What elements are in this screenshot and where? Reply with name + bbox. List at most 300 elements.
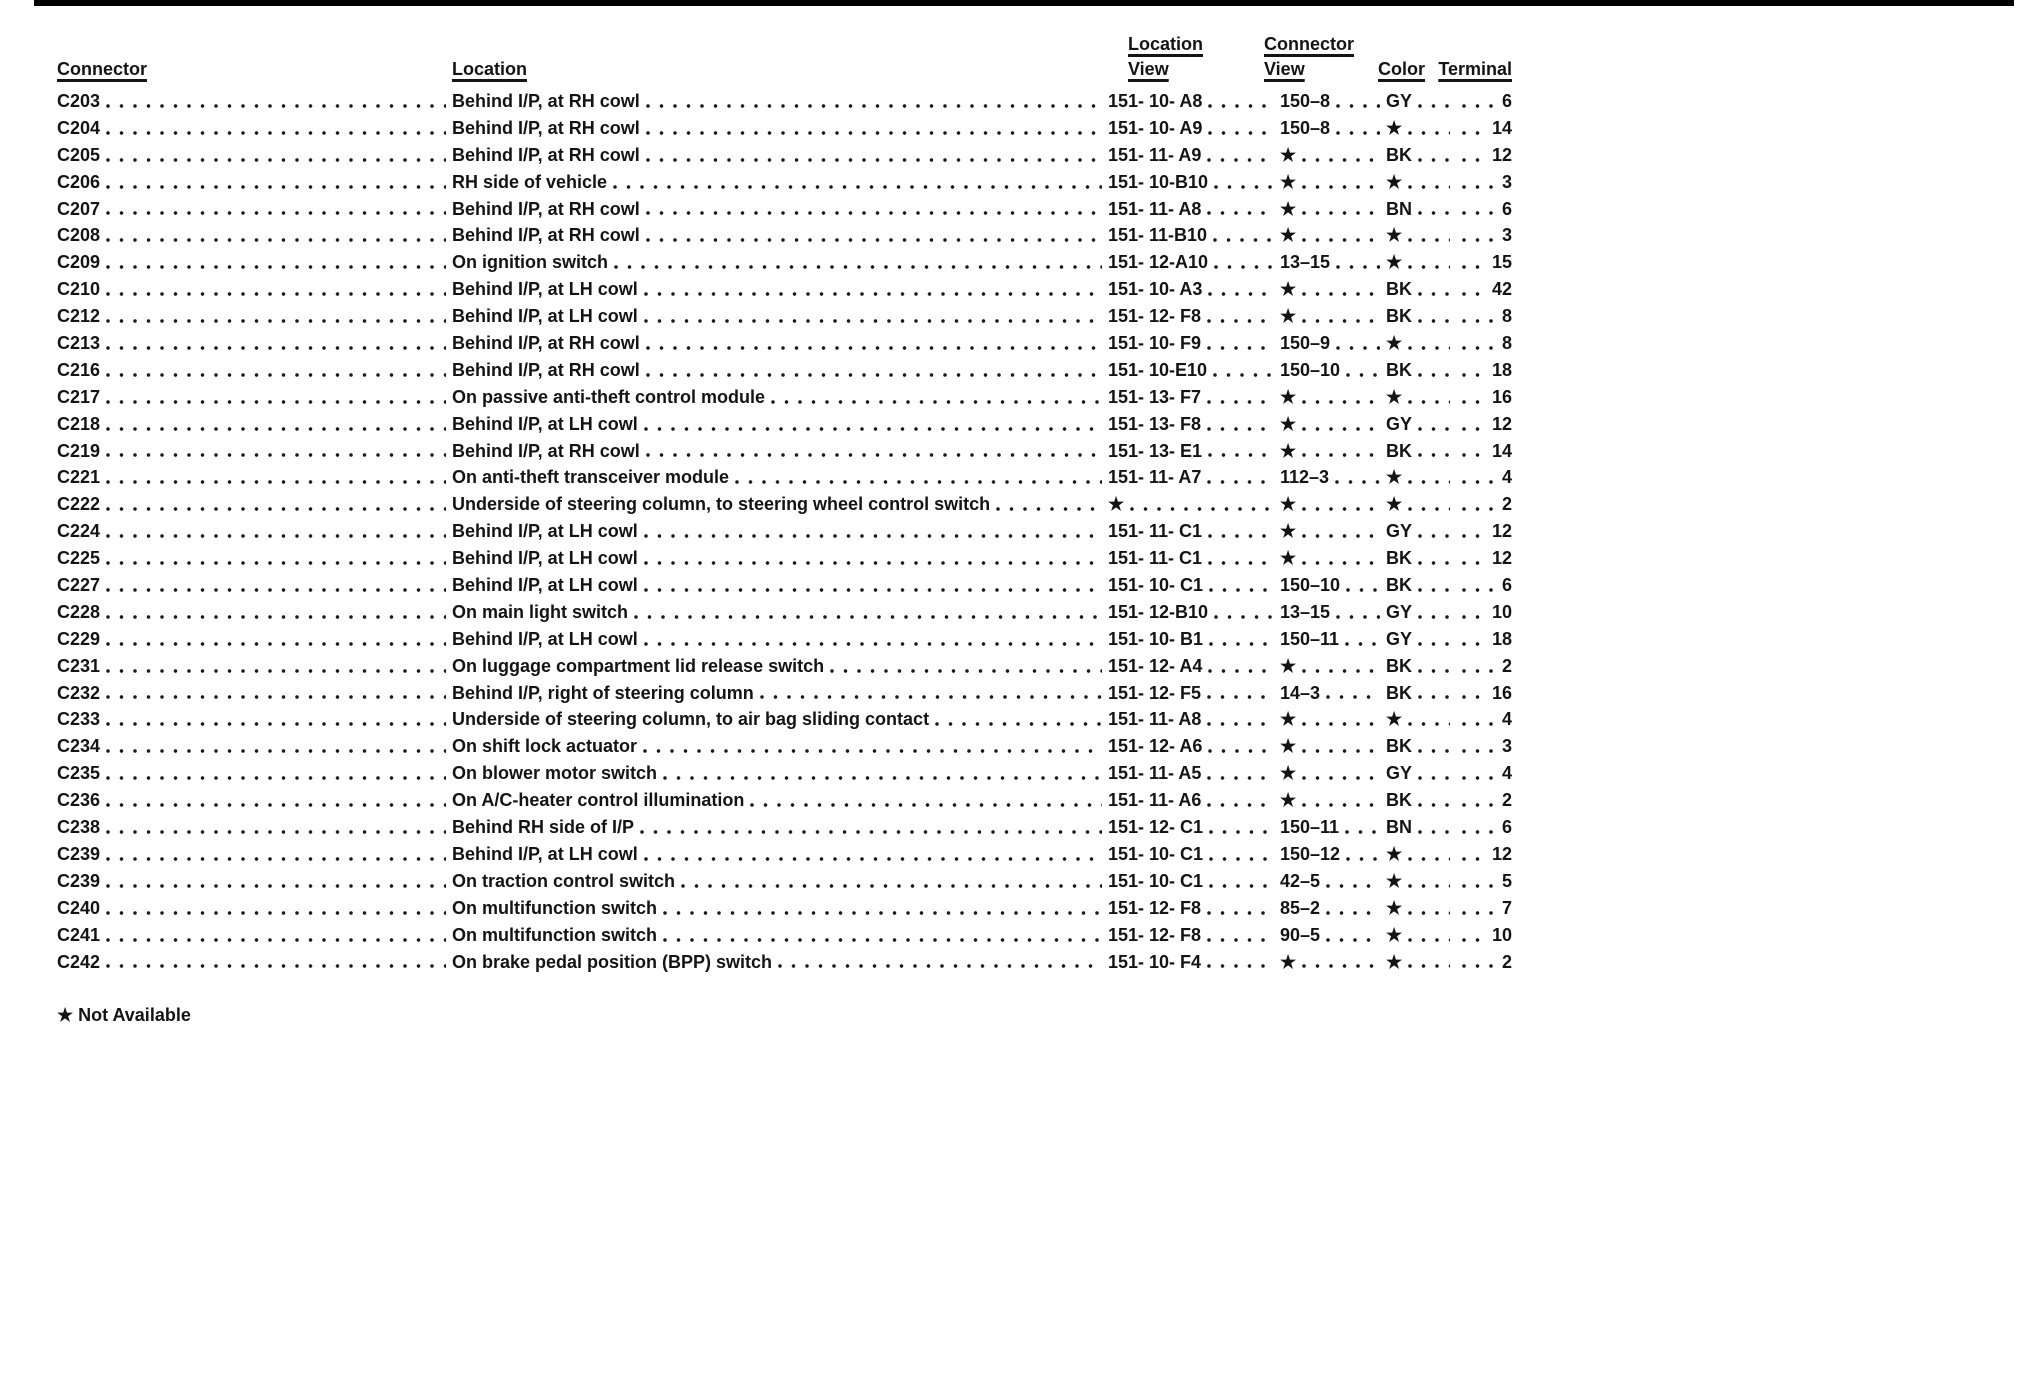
dot-leader: [1213, 373, 1274, 377]
connector-id: C212: [57, 306, 101, 327]
connector-id: C232: [57, 682, 101, 703]
connector-view-text: 85–2: [1280, 897, 1321, 918]
dot-leader: [1408, 400, 1450, 404]
color-cell: [1386, 706, 1456, 733]
dot-leader: [1302, 400, 1380, 404]
location-view-cell: [1108, 680, 1280, 707]
location-cell: [452, 626, 1108, 653]
table-row: [57, 303, 1512, 330]
dot-leader: [640, 830, 1102, 834]
connector-view-cell: [1280, 733, 1386, 760]
color-code: BK: [1386, 575, 1412, 596]
terminal-cell: [1456, 518, 1512, 545]
dot-leader: [1418, 803, 1450, 807]
location-view-text: 151- 12- A4: [1108, 655, 1203, 676]
connector-view-text: 150–8: [1280, 91, 1331, 111]
dot-leader: [1207, 319, 1274, 323]
table-row: [57, 196, 1512, 223]
dot-leader: [1418, 292, 1450, 296]
location-view-text: 151- 10-E10: [1108, 359, 1208, 380]
dot-leader: [1302, 561, 1380, 565]
connector-view-text: ★: [1280, 736, 1297, 757]
terminal-number: 18: [1491, 628, 1512, 649]
dot-leader: [1326, 938, 1380, 942]
dot-leader: [1335, 480, 1380, 484]
dot-leader: [644, 561, 1102, 565]
dot-leader: [1326, 911, 1380, 915]
dot-leader: [1408, 265, 1450, 269]
location-cell: [452, 572, 1108, 599]
dot-leader: [106, 346, 446, 350]
connector-id: C231: [57, 655, 101, 676]
dot-leader: [1302, 803, 1380, 807]
location-text: Behind I/P, at LH cowl: [452, 521, 638, 542]
dot-leader: [663, 776, 1102, 780]
location-view-cell: [1108, 626, 1280, 653]
color-code: ★: [1386, 843, 1403, 864]
dot-leader: [1462, 373, 1486, 377]
color-code: BK: [1386, 682, 1412, 703]
terminal-number: 4: [1501, 709, 1512, 730]
dot-leader: [1418, 695, 1450, 699]
location-cell: [452, 787, 1108, 814]
color-cell: [1386, 760, 1456, 787]
color-cell: [1386, 88, 1456, 115]
connector-cell: [57, 680, 452, 707]
dot-leader: [1207, 911, 1274, 915]
dot-leader: [1462, 265, 1486, 269]
connector-cell: [57, 142, 452, 169]
connector-view-cell: [1280, 115, 1386, 142]
dot-leader: [1302, 964, 1380, 968]
dot-leader: [1208, 561, 1274, 565]
connector-id: C206: [57, 171, 101, 192]
color-cell: [1386, 330, 1456, 357]
color-cell: [1386, 653, 1456, 680]
header-cell-color: [1378, 56, 1448, 82]
dot-leader: [1207, 211, 1274, 215]
connector-view-cell: [1280, 626, 1386, 653]
connector-view-text: 150–11: [1280, 628, 1340, 649]
connector-view-text: 150–9: [1280, 333, 1331, 354]
dot-leader: [106, 857, 446, 861]
terminal-cell: [1456, 760, 1512, 787]
dot-leader: [1207, 158, 1274, 162]
location-view-cell: [1108, 438, 1280, 465]
location-view-cell: [1108, 895, 1280, 922]
location-view-text: 151- 13- F8: [1108, 413, 1202, 434]
location-text: On main light switch: [452, 601, 629, 622]
terminal-cell: [1456, 733, 1512, 760]
connector-view-text: ★: [1280, 548, 1297, 569]
color-code: ★: [1386, 494, 1403, 515]
terminal-number: 16: [1491, 682, 1512, 703]
dot-leader: [1418, 776, 1450, 780]
connector-view-cell: [1280, 142, 1386, 169]
location-view-cell: [1108, 653, 1280, 680]
dot-leader: [1209, 642, 1274, 646]
location-cell: [452, 384, 1108, 411]
connector-cell: [57, 276, 452, 303]
color-cell: [1386, 518, 1456, 545]
dot-leader: [1207, 803, 1274, 807]
location-text: Behind I/P, at LH cowl: [452, 548, 638, 569]
terminal-number: 8: [1501, 306, 1512, 327]
location-cell: [452, 706, 1108, 733]
dot-leader: [613, 185, 1102, 189]
color-code: BK: [1386, 655, 1412, 676]
connector-view-cell: [1280, 787, 1386, 814]
location-text: On shift lock actuator: [452, 736, 638, 757]
location-cell: [452, 868, 1108, 895]
location-view-text: 151- 11- A5: [1108, 763, 1202, 784]
dot-leader: [106, 588, 446, 592]
color-code: ★: [1386, 252, 1403, 273]
connector-cell: [57, 330, 452, 357]
dot-leader: [1345, 830, 1380, 834]
header-connector-view-line1: Connector: [1264, 34, 1354, 54]
location-view-cell: [1108, 841, 1280, 868]
location-cell: [452, 196, 1108, 223]
connector-id: C217: [57, 386, 101, 407]
dot-leader: [1462, 615, 1486, 619]
terminal-cell: [1456, 706, 1512, 733]
dot-leader: [1326, 884, 1380, 888]
connector-id: C228: [57, 601, 101, 622]
connector-cell: [57, 115, 452, 142]
header-cell-location-view: [1108, 32, 1280, 82]
color-code: BK: [1386, 359, 1412, 380]
color-cell: [1386, 303, 1456, 330]
dot-leader: [106, 104, 446, 108]
location-view-text: 151- 12- F8: [1108, 924, 1202, 945]
location-view-cell: [1108, 599, 1280, 626]
terminal-number: 7: [1501, 897, 1512, 918]
location-view-text: 151- 10- F4: [1108, 951, 1202, 972]
color-code: ★: [1386, 333, 1403, 354]
dot-leader: [1418, 534, 1450, 538]
dot-leader: [1213, 238, 1274, 242]
color-cell: [1386, 222, 1456, 249]
connector-cell: [57, 411, 452, 438]
dot-leader: [1302, 749, 1380, 753]
header-location: Location: [452, 59, 527, 79]
connector-cell: [57, 706, 452, 733]
connector-id: C239: [57, 870, 101, 891]
terminal-cell: [1456, 88, 1512, 115]
location-text: On A/C-heater control illumination: [452, 790, 745, 811]
location-view-cell: [1108, 733, 1280, 760]
color-code: BK: [1386, 306, 1412, 327]
dot-leader: [1208, 453, 1274, 457]
table-row: [57, 760, 1512, 787]
location-view-cell: [1108, 572, 1280, 599]
location-cell: [452, 276, 1108, 303]
dot-leader: [1462, 427, 1486, 431]
dot-leader: [1208, 749, 1274, 753]
connector-cell: [57, 438, 452, 465]
location-cell: [452, 518, 1108, 545]
location-view-text: 151- 10- C1: [1108, 843, 1204, 864]
table-row: [57, 841, 1512, 868]
dot-leader: [1418, 427, 1450, 431]
connector-view-cell: [1280, 438, 1386, 465]
location-text: Behind I/P, at LH cowl: [452, 413, 638, 434]
table-row: [57, 895, 1512, 922]
location-view-cell: [1108, 357, 1280, 384]
terminal-number: 2: [1501, 494, 1512, 515]
terminal-number: 4: [1501, 467, 1512, 488]
dot-leader: [106, 238, 446, 242]
dot-leader: [1302, 453, 1380, 457]
terminal-cell: [1456, 411, 1512, 438]
location-cell: [452, 760, 1108, 787]
dot-leader: [1408, 185, 1450, 189]
color-code: ★: [1386, 386, 1403, 407]
dot-leader: [1207, 938, 1274, 942]
connector-view-text: ★: [1280, 279, 1297, 300]
dot-leader: [106, 830, 446, 834]
dot-leader: [1418, 588, 1450, 592]
location-cell: [452, 949, 1108, 976]
connector-view-text: ★: [1280, 763, 1297, 784]
connector-cell: [57, 88, 452, 115]
dot-leader: [1214, 265, 1274, 269]
connector-id: C216: [57, 359, 101, 380]
location-text: On multifunction switch: [452, 897, 657, 918]
location-text: Behind I/P, at RH cowl: [452, 198, 640, 219]
connector-id: C242: [57, 951, 101, 972]
connector-view-text: ★: [1280, 709, 1297, 730]
location-view-cell: [1108, 88, 1280, 115]
terminal-cell: [1456, 330, 1512, 357]
dot-leader: [1302, 292, 1380, 296]
location-view-text: 151- 10- C1: [1108, 575, 1204, 596]
terminal-number: 12: [1491, 413, 1512, 434]
table-row: [57, 384, 1512, 411]
dot-leader: [643, 749, 1102, 753]
location-cell: [452, 814, 1108, 841]
dot-leader: [1207, 722, 1274, 726]
terminal-number: 12: [1491, 144, 1512, 165]
connector-cell: [57, 384, 452, 411]
color-cell: [1386, 169, 1456, 196]
table-row: [57, 626, 1512, 653]
dot-leader: [106, 265, 446, 269]
terminal-cell: [1456, 626, 1512, 653]
connector-view-cell: [1280, 706, 1386, 733]
location-view-cell: [1108, 222, 1280, 249]
location-text: On luggage compartment lid release switch: [452, 655, 825, 676]
dot-leader: [1408, 857, 1450, 861]
dot-leader: [646, 238, 1102, 242]
location-view-cell: [1108, 491, 1280, 518]
connector-id: C221: [57, 467, 101, 488]
dot-leader: [1462, 669, 1496, 673]
dot-leader: [106, 938, 446, 942]
terminal-number: 12: [1491, 548, 1512, 569]
dot-leader: [614, 265, 1102, 269]
dot-leader: [1408, 507, 1450, 511]
terminal-cell: [1456, 653, 1512, 680]
terminal-cell: [1456, 922, 1512, 949]
dot-leader: [106, 185, 446, 189]
connector-view-cell: [1280, 841, 1386, 868]
color-cell: [1386, 626, 1456, 653]
location-view-text: 151- 10- A3: [1108, 279, 1203, 300]
dot-leader: [1302, 185, 1380, 189]
location-view-text: 151- 10- A8: [1108, 91, 1203, 111]
connector-view-cell: [1280, 384, 1386, 411]
location-view-cell: [1108, 949, 1280, 976]
terminal-cell: [1456, 545, 1512, 572]
location-view-text: 151- 11- A8: [1108, 709, 1202, 730]
dot-leader: [1302, 776, 1380, 780]
terminal-cell: [1456, 841, 1512, 868]
dot-leader: [1130, 507, 1274, 511]
dot-leader: [106, 561, 446, 565]
terminal-number: 6: [1501, 575, 1512, 596]
dot-leader: [1207, 964, 1274, 968]
color-code: GY: [1386, 601, 1413, 622]
dot-leader: [1302, 319, 1380, 323]
connector-id: C203: [57, 91, 101, 111]
dot-leader: [1462, 480, 1496, 484]
location-view-cell: [1108, 249, 1280, 276]
connector-view-cell: [1280, 276, 1386, 303]
terminal-cell: [1456, 169, 1512, 196]
location-view-text: 151- 12-B10: [1108, 601, 1209, 622]
dot-leader: [1346, 588, 1380, 592]
color-code: BK: [1386, 548, 1412, 569]
terminal-cell: [1456, 384, 1512, 411]
dot-leader: [1462, 695, 1486, 699]
color-cell: [1386, 572, 1456, 599]
connector-cell: [57, 949, 452, 976]
location-cell: [452, 303, 1108, 330]
dot-leader: [646, 131, 1102, 135]
table-row: [57, 142, 1512, 169]
table-row: [57, 706, 1512, 733]
dot-leader: [1462, 642, 1486, 646]
terminal-cell: [1456, 868, 1512, 895]
connector-view-cell: [1280, 222, 1386, 249]
dot-leader: [1408, 884, 1450, 888]
table-row: [57, 249, 1512, 276]
color-code: BN: [1386, 817, 1412, 838]
color-code: ★: [1386, 951, 1403, 972]
table-row: [57, 814, 1512, 841]
dot-leader: [830, 669, 1102, 673]
dot-leader: [1207, 776, 1274, 780]
location-cell: [452, 438, 1108, 465]
dot-leader: [106, 453, 446, 457]
dot-leader: [760, 695, 1102, 699]
dot-leader: [1462, 453, 1486, 457]
table-row: [57, 518, 1512, 545]
footnote-text: ★ Not Available: [57, 1005, 191, 1025]
color-code: ★: [1386, 467, 1403, 488]
dot-leader: [1208, 131, 1274, 135]
color-code: BK: [1386, 790, 1412, 811]
connector-cell: [57, 895, 452, 922]
dot-leader: [644, 534, 1102, 538]
connector-view-text: 150–12: [1280, 843, 1341, 864]
connector-cell: [57, 868, 452, 895]
dot-leader: [1207, 400, 1274, 404]
color-code: BK: [1386, 736, 1412, 757]
location-view-cell: [1108, 545, 1280, 572]
connector-cell: [57, 222, 452, 249]
location-cell: [452, 169, 1108, 196]
table-row: [57, 464, 1512, 491]
dot-leader: [1418, 642, 1450, 646]
table-row: [57, 491, 1512, 518]
dot-leader: [106, 319, 446, 323]
terminal-number: 16: [1491, 386, 1512, 407]
footnote: [57, 1005, 191, 1026]
terminal-number: 14: [1491, 440, 1512, 461]
connector-cell: [57, 599, 452, 626]
dot-leader: [1462, 211, 1496, 215]
connector-view-text: 150–8: [1280, 117, 1331, 138]
connector-view-text: 13–15: [1280, 601, 1331, 622]
connector-view-text: 90–5: [1280, 924, 1321, 945]
table-row: [57, 922, 1512, 949]
dot-leader: [1209, 857, 1274, 861]
dot-leader: [1346, 373, 1380, 377]
dot-leader: [1408, 938, 1450, 942]
dot-leader: [1462, 400, 1486, 404]
dot-leader: [1462, 749, 1496, 753]
dot-leader: [1208, 534, 1274, 538]
dot-leader: [106, 400, 446, 404]
terminal-number: 10: [1491, 601, 1512, 622]
location-text: Behind I/P, at RH cowl: [452, 91, 640, 111]
dot-leader: [1302, 507, 1380, 511]
dot-leader: [644, 427, 1102, 431]
dot-leader: [1209, 884, 1274, 888]
dot-leader: [1418, 158, 1450, 162]
dot-leader: [1302, 534, 1380, 538]
dot-leader: [1418, 830, 1450, 834]
terminal-number: 6: [1501, 817, 1512, 838]
location-view-text: 151- 11- A8: [1108, 198, 1202, 219]
connector-view-cell: [1280, 357, 1386, 384]
dot-leader: [1462, 131, 1486, 135]
dot-leader: [634, 615, 1102, 619]
table-row: [57, 653, 1512, 680]
dot-leader: [106, 480, 446, 484]
dot-leader: [1462, 938, 1486, 942]
location-text: Underside of steering column, to air bag sliding contact: [452, 709, 930, 730]
location-view-text: 151- 10- C1: [1108, 870, 1204, 891]
connector-id: C207: [57, 198, 101, 219]
terminal-cell: [1456, 814, 1512, 841]
color-code: ★: [1386, 171, 1403, 192]
dot-leader: [644, 292, 1102, 296]
connector-view-text: 150–10: [1280, 575, 1341, 596]
connector-view-text: ★: [1280, 198, 1297, 219]
connector-cell: [57, 653, 452, 680]
connector-view-cell: [1280, 249, 1386, 276]
dot-leader: [106, 884, 446, 888]
connector-view-cell: [1280, 545, 1386, 572]
dot-leader: [1462, 830, 1496, 834]
dot-leader: [1209, 588, 1274, 592]
dot-leader: [1408, 911, 1450, 915]
location-text: Underside of steering column, to steering wheel control switch: [452, 494, 991, 515]
